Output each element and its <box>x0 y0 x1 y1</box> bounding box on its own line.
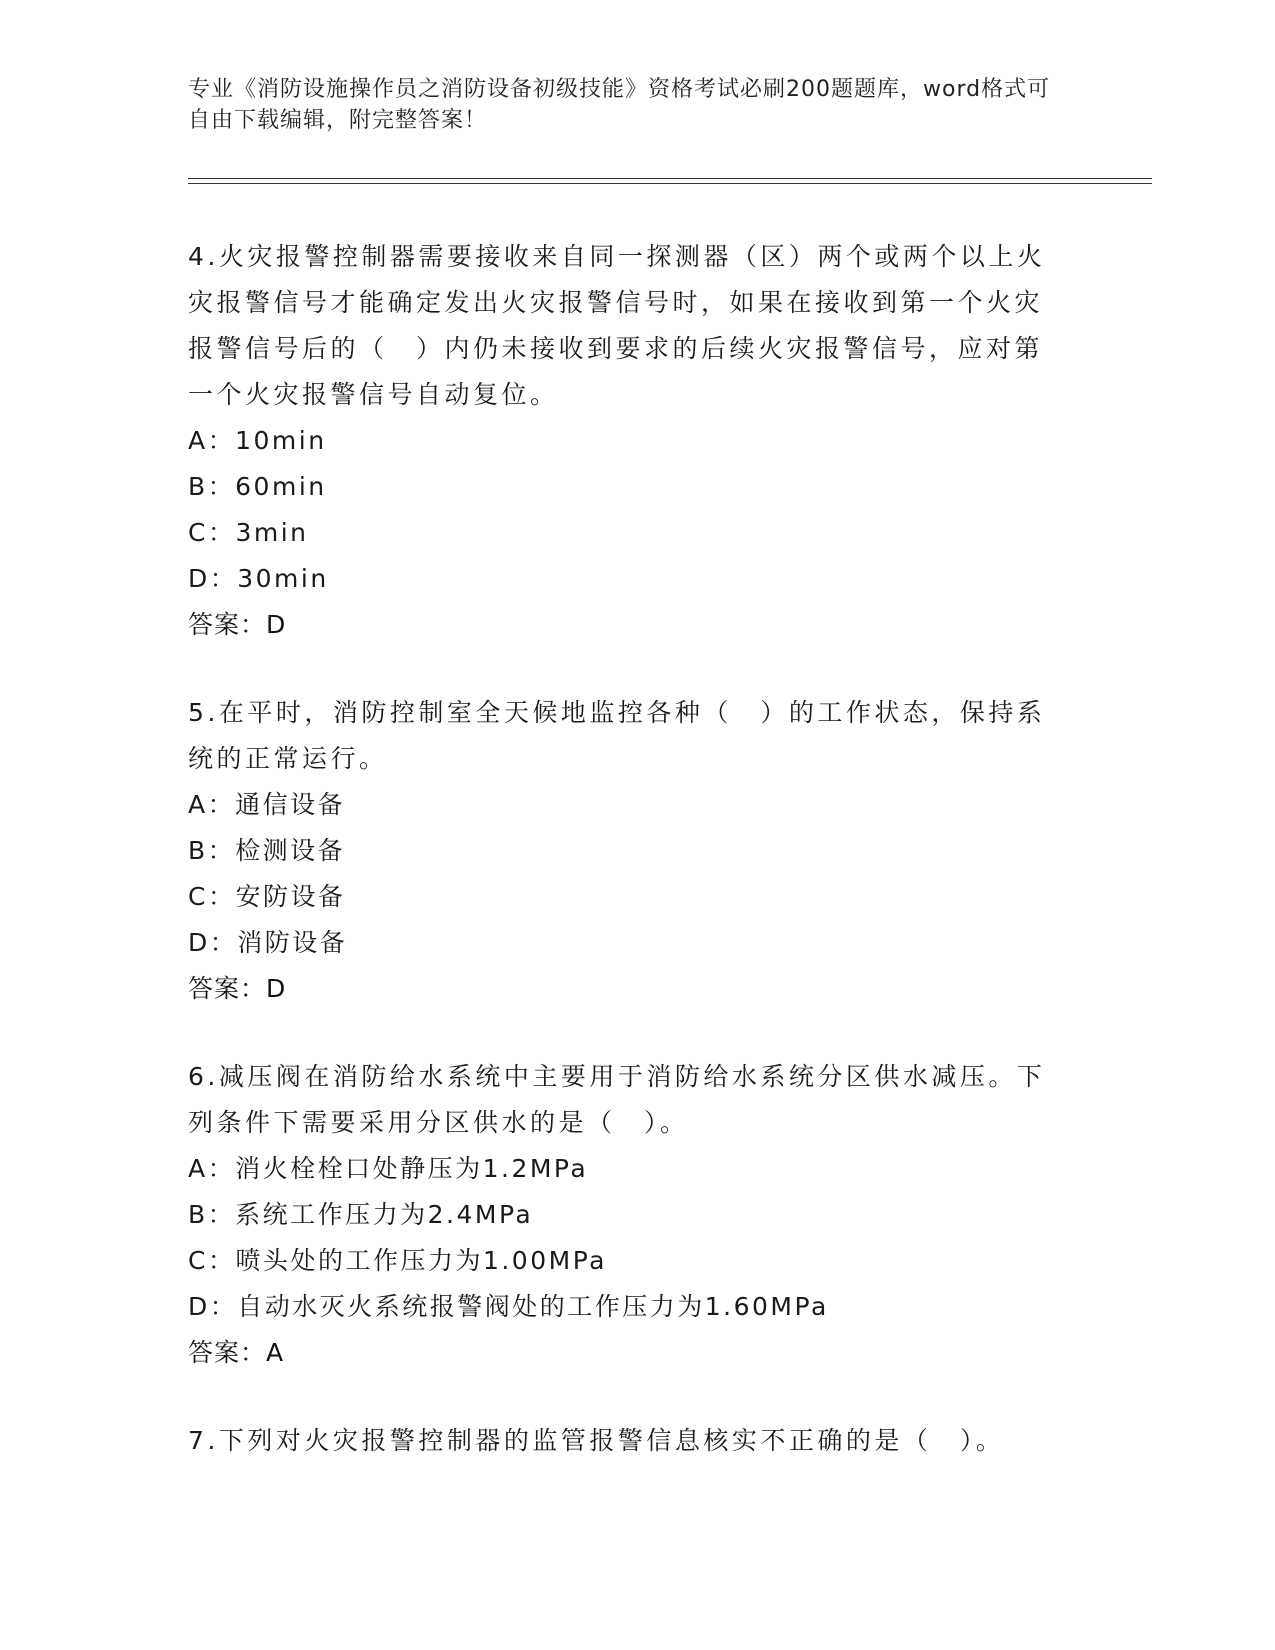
option-b: B：60min <box>188 472 327 501</box>
header-divider-top <box>188 178 1152 179</box>
question-4 <box>188 234 1068 648</box>
question-stem: 5.在平时，消防控制室全天候地监控各种（ ）的工作状态，保持系统的正常运行。 <box>188 698 1046 773</box>
option-b: B：系统工作压力为2.4MPa <box>188 1200 534 1229</box>
question-stem: 4.火灾报警控制器需要接收来自同一探测器（区）两个或两个以上火灾报警信号才能确定发出火灾报警信号时，如果在接收到第一个火灾报警信号后的（ ）内仍未接收到要求的后续火灾报警信号，应对第一个火灾报警信号自动复位。 <box>188 242 1046 409</box>
document-header: 专业《消防设施操作员之消防设备初级技能》资格考试必刷200题题库，word格式可自由下载编辑，附完整答案！ <box>188 77 1051 133</box>
answer-line: 答案：D <box>188 610 287 639</box>
question-7 <box>188 1418 1068 1464</box>
question-stem: 6.减压阀在消防给水系统中主要用于消防给水系统分区供水减压。下列条件下需要采用分区供水的是（ ）。 <box>188 1062 1046 1137</box>
option-d: D：自动水灭火系统报警阀处的工作压力为1.60MPa <box>188 1292 829 1321</box>
question-5 <box>188 690 1068 1012</box>
option-d: D：消防设备 <box>188 928 348 957</box>
answer-line: 答案：A <box>188 1338 285 1367</box>
question-stem: 7.下列对火灾报警控制器的监管报警信息核实不正确的是（ ）。 <box>188 1426 1005 1455</box>
option-a: A：通信设备 <box>188 790 346 819</box>
option-a: A：消火栓栓口处静压为1.2MPa <box>188 1154 589 1183</box>
answer-line: 答案：D <box>188 974 287 1003</box>
option-d: D：30min <box>188 564 329 593</box>
header-divider-bottom <box>188 183 1152 184</box>
option-c: C：安防设备 <box>188 882 346 911</box>
option-c: C：喷头处的工作压力为1.00MPa <box>188 1246 607 1275</box>
option-c: C：3min <box>188 518 309 547</box>
question-6 <box>188 1054 1068 1376</box>
option-b: B：检测设备 <box>188 836 346 865</box>
option-a: A：10min <box>188 426 327 455</box>
